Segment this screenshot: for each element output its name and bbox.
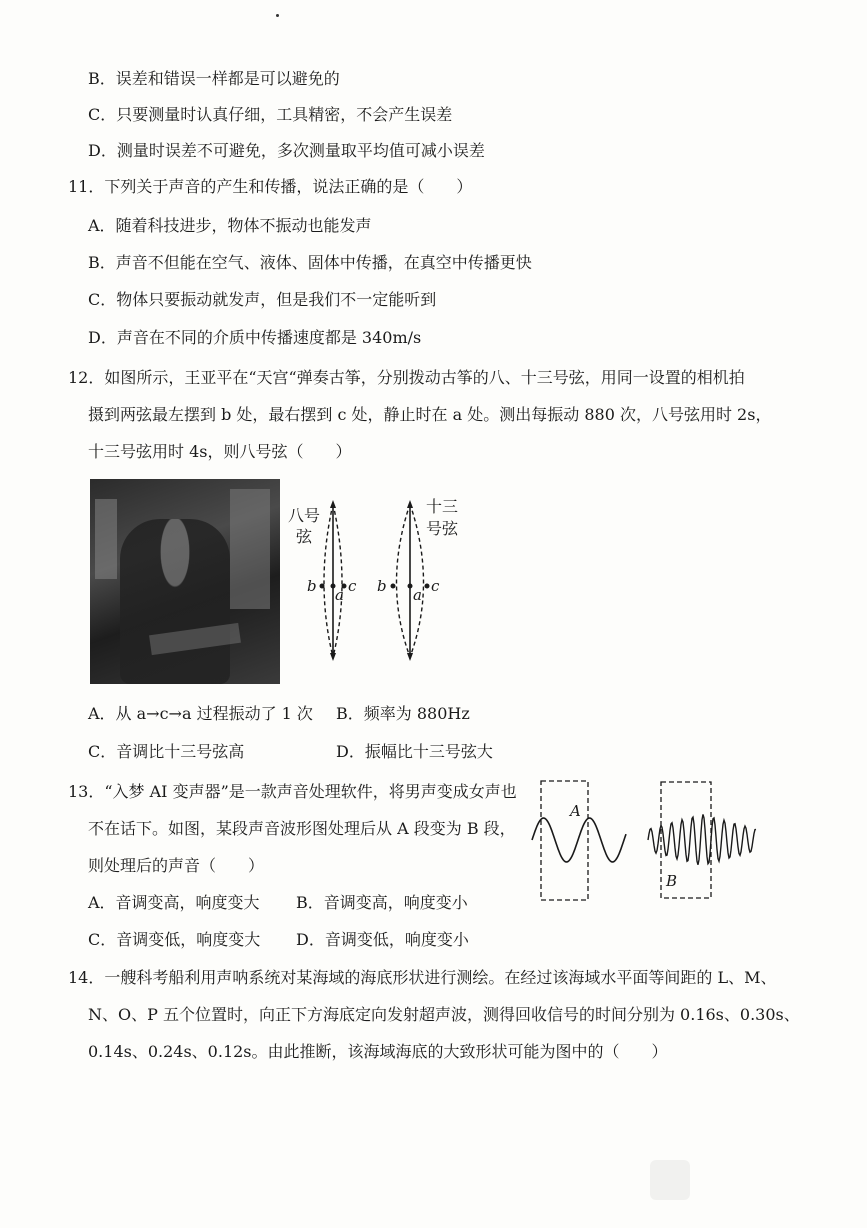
wave-b-label: B <box>666 872 678 890</box>
string8-label-a: a <box>335 586 344 604</box>
string13-label-a: a <box>413 586 422 604</box>
q13-stem-line2: 不在话下。如图，某段声音波形图处理后从 A 段变为 B 段， <box>88 819 516 838</box>
q13-option-b: B．音调变高，响度变小 <box>296 893 468 912</box>
q11-option-a: A．随着科技进步，物体不振动也能发声 <box>88 216 372 235</box>
string13-label-c: c <box>431 577 440 595</box>
q13-option-a: A．音调变高，响度变大 <box>88 893 260 912</box>
q12-stem-line1: 12．如图所示，王亚平在“天宫“弹奏古筝，分别拨动古筝的八、十三号弦，用同一设置的相机拍 <box>68 368 745 387</box>
q12-stem-line2: 摄到两弦最左摆到 b 处，最右摆到 c 处，静止时在 a 处。测出每振动 880 次，八号弦用时 2s， <box>88 405 772 424</box>
q10-option-b: B．误差和错误一样都是可以避免的 <box>88 69 340 88</box>
q12-option-d: D．振幅比十三号弦大 <box>336 742 493 761</box>
scan-smudge <box>650 1160 690 1200</box>
scan-speck <box>276 14 279 17</box>
q14-stem-line3: 0.14s、0.24s、0.12s。由此推断，该海域海底的大致形状可能为图中的（ ） <box>88 1042 668 1061</box>
q12-option-a: A．从 a→c→a 过程振动了 1 次 <box>88 704 313 723</box>
q13-stem-line1: 13．“入梦 AI 变声器”是一款声音处理软件，将男声变成女声也 <box>68 782 517 801</box>
string13-label-2: 号弦 <box>426 519 459 538</box>
wave-a <box>532 818 626 862</box>
wave-a-label: A <box>570 802 581 820</box>
q11-stem: 11．下列关于声音的产生和传播，说法正确的是（ ） <box>68 177 473 196</box>
q11-option-c: C．物体只要振动就发声，但是我们不一定能听到 <box>88 290 437 309</box>
string-vibration-diagram <box>285 492 475 667</box>
q11-option-b: B．声音不但能在空气、液体、固体中传播，在真空中传播更快 <box>88 253 532 272</box>
q12-stem-line3: 十三号弦用时 4s，则八号弦（ ） <box>88 442 352 461</box>
q12-option-c: C．音调比十三号弦高 <box>88 742 245 761</box>
q13-stem-line3: 则处理后的声音（ ） <box>88 856 265 875</box>
q10-option-d: D．测量时误差不可避免，多次测量取平均值可减小误差 <box>88 141 485 160</box>
q12-option-b: B．频率为 880Hz <box>336 704 470 723</box>
guzheng-photo <box>90 479 280 684</box>
string8-label-c: c <box>348 577 357 595</box>
string8-label-1: 八号 <box>288 506 321 525</box>
string8-label-2: 弦 <box>296 527 313 546</box>
q13-option-d: D．音调变低，响度变小 <box>296 930 469 949</box>
q14-stem-line1: 14．一艘科考船利用声呐系统对某海域的海底形状进行测绘。在经过该海域水平面等间距的 L、M、 <box>68 968 777 987</box>
string13-label-b: b <box>377 577 387 595</box>
string13-label-1: 十三 <box>426 497 459 516</box>
q11-option-d: D．声音在不同的介质中传播速度都是 340m/s <box>88 328 422 347</box>
wave-b <box>648 814 756 864</box>
string8-label-b: b <box>307 577 317 595</box>
waveform-diagram <box>528 778 760 904</box>
q10-option-c: C．只要测量时认真仔细，工具精密，不会产生误差 <box>88 105 453 124</box>
q13-option-c: C．音调变低，响度变大 <box>88 930 261 949</box>
q14-stem-line2: N、O、P 五个位置时，向正下方海底定向发射超声波，测得回收信号的时间分别为 0.16s、0.30s、 <box>88 1005 800 1024</box>
